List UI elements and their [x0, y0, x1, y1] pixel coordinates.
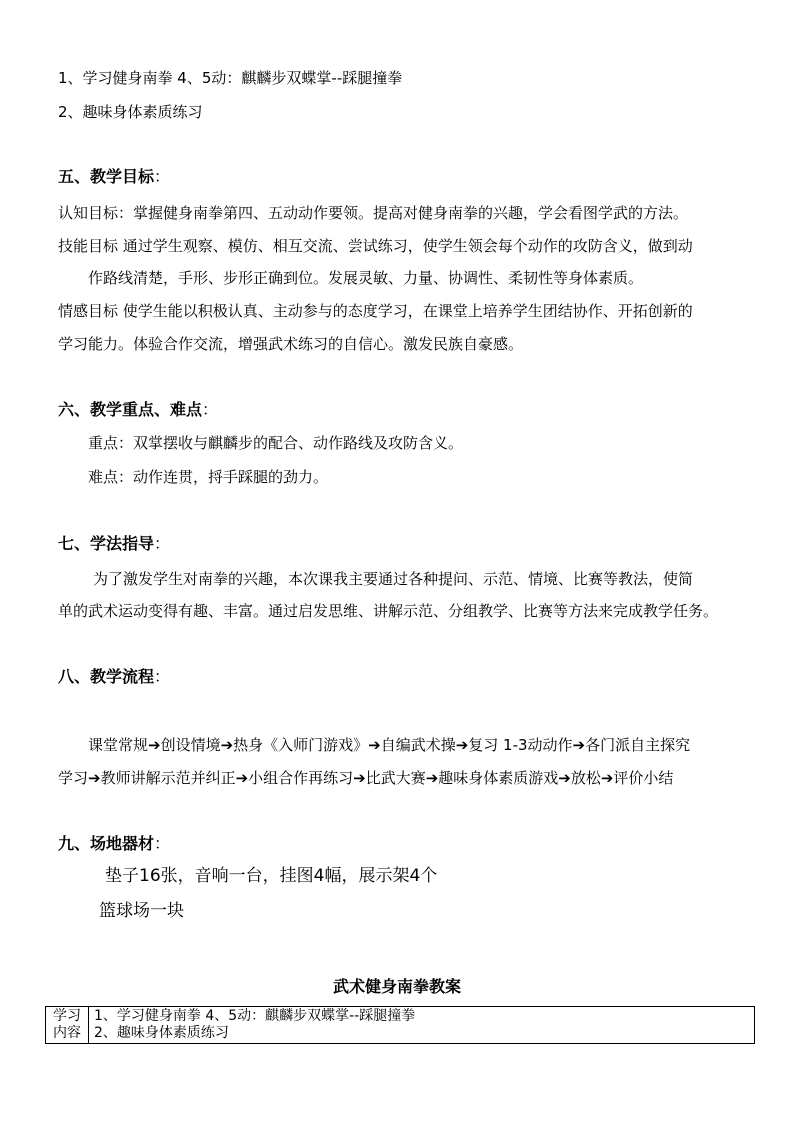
s5-line-4: 情感目标 使学生能以积极认真、主动参与的态度学习，在课堂上培养学生团结协作、开拓创新的: [58, 302, 693, 320]
intro-line-1: 1、学习健身南拳 4、5动：麒麟步双蝶掌--踩腿撞拳: [58, 69, 403, 87]
section-8-heading: [58, 666, 170, 688]
lesson-plan-table: [45, 1006, 755, 1044]
label-line-2: 内容: [53, 1025, 81, 1041]
section-5-title: 五、教学目标: [58, 167, 155, 186]
section-8-colon: ：: [154, 667, 171, 686]
s5-line-5: 学习能力。体验合作交流，增强武术练习的自信心。激发民族自豪感。: [58, 335, 524, 353]
table-label-cell: [46, 1007, 89, 1044]
s7-line-1: 为了激发学生对南拳的兴趣，本次课我主要通过各种提问、示范、情境、比赛等教法，使简: [93, 570, 694, 588]
section-9-colon: ：: [154, 834, 171, 853]
section-6-colon: ：: [202, 400, 219, 419]
s7-line-2: 单的武术运动变得有趣、丰富。通过启发思维、讲解示范、分组教学、比赛等方法来完成教学任务。: [58, 602, 719, 620]
section-6-title: 六、教学重点、难点: [58, 400, 203, 419]
table-caption: 武术健身南拳教案: [332, 977, 461, 996]
section-7-colon: ：: [154, 534, 171, 553]
table-row: [46, 1007, 755, 1044]
section-7-heading: [58, 533, 170, 555]
s6-line-1: 重点：双掌摆收与麒麟步的配合、动作路线及攻防含义。: [88, 434, 464, 452]
s5-line-2: 技能目标 通过学生观察、模仿、相互交流、尝试练习，使学生领会每个动作的攻防含义，做到动: [58, 237, 693, 255]
section-5-heading: [58, 166, 170, 188]
section-7-title: 七、学法指导: [58, 534, 155, 553]
section-5-colon: ：: [154, 167, 171, 186]
s9-line-2: 篮球场一块: [99, 901, 184, 921]
content-line-2: 2、趣味身体素质练习: [94, 1025, 229, 1041]
section-8-title: 八、教学流程: [58, 667, 155, 686]
content-line-1: 1、学习健身南拳 4、5动：麒麟步双蝶掌--踩腿撞拳: [94, 1008, 416, 1024]
s6-line-2: 难点：动作连贯，捋手踩腿的劲力。: [88, 468, 329, 486]
intro-line-2: 2、趣味身体素质练习: [58, 103, 203, 121]
s5-line-1: 认知目标：掌握健身南拳第四、五动动作要领。提高对健身南拳的兴趣，学会看图学武的方法。: [58, 204, 689, 222]
s8-line-2: 学习➔教师讲解示范并纠正➔小组合作再练习➔比武大赛➔趣味身体素质游戏➔放松➔评价小结: [58, 769, 674, 787]
section-9-title: 九、场地器材: [58, 834, 155, 853]
section-6-heading: [58, 399, 218, 421]
label-line-1: 学习: [53, 1008, 81, 1024]
s5-line-3: 作路线清楚，手形、步形正确到位。发展灵敏、力量、协调性、柔韧性等身体素质。: [88, 269, 644, 287]
table-content-cell: [89, 1007, 755, 1044]
section-9-heading: [58, 833, 170, 855]
s8-line-1: 课堂常规➔创设情境➔热身《入师门游戏》➔自编武术操➔复习 1-3动动作➔各门派自主探究: [88, 736, 691, 754]
s9-line-1: 垫子16张，音响一台，挂图4幅，展示架4个: [105, 866, 438, 886]
